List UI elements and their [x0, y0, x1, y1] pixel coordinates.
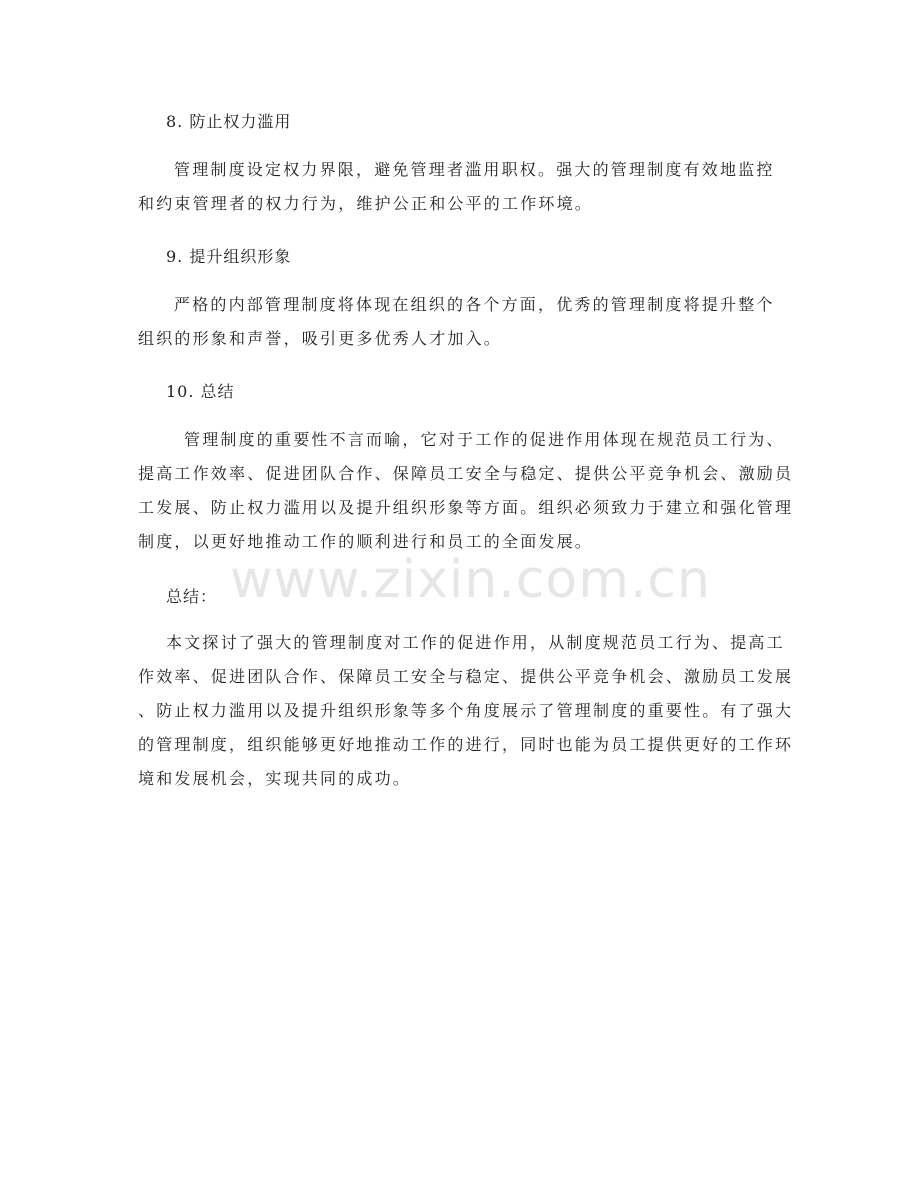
paragraph-line: 严格的内部管理制度将体现在组织的各个方面，优秀的管理制度将提升整个 — [174, 295, 775, 314]
section-heading-10: 10. 总结 — [166, 382, 235, 401]
watermark-text: www.zixin.com.cn — [230, 550, 711, 610]
section-paragraph-8 — [138, 153, 802, 221]
paragraph-line: 、防止权力滥用以及提升组织形象等多个角度展示了管理制度的重要性。有了强大 — [138, 701, 794, 720]
paragraph-line: 组织的形象和声誉，吸引更多优秀人才加入。 — [138, 329, 503, 348]
paragraph-line: 作效率、促进团队合作、保障员工安全与稳定、提供公平竞争机会、激励员工发展 — [138, 667, 794, 686]
paragraph-line: 工发展、防止权力滥用以及提升组织形象等方面。组织必须致力于建立和强化管理 — [138, 498, 794, 517]
section-heading-9: 9. 提升组织形象 — [166, 247, 292, 266]
section-heading-8: 8. 防止权力滥用 — [166, 112, 292, 131]
summary-paragraph — [138, 626, 802, 796]
paragraph-line: 本文探讨了强大的管理制度对工作的促进作用，从制度规范员工行为、提高工 — [166, 633, 785, 652]
summary-heading: 总结： — [166, 587, 218, 606]
paragraph-line: 管理制度的重要性不言而喻，它对于工作的促进作用体现在规范员工行为、 — [184, 430, 785, 449]
paragraph-line: 的管理制度，组织能够更好地推动工作的进行，同时也能为员工提供更好的工作环 — [138, 735, 794, 754]
section-paragraph-10 — [138, 423, 802, 559]
paragraph-line: 制度，以更好地推动工作的顺利进行和员工的全面发展。 — [138, 532, 594, 551]
paragraph-line: 和约束管理者的权力行为，维护公正和公平的工作环境。 — [138, 194, 594, 213]
paragraph-line: 管理制度设定权力界限，避免管理者滥用职权。强大的管理制度有效地监控 — [174, 160, 775, 179]
paragraph-line: 境和发展机会，实现共同的成功。 — [138, 769, 412, 788]
section-paragraph-9 — [138, 288, 802, 356]
paragraph-line: 提高工作效率、促进团队合作、保障员工安全与稳定、提供公平竞争机会、激励员 — [138, 464, 794, 483]
